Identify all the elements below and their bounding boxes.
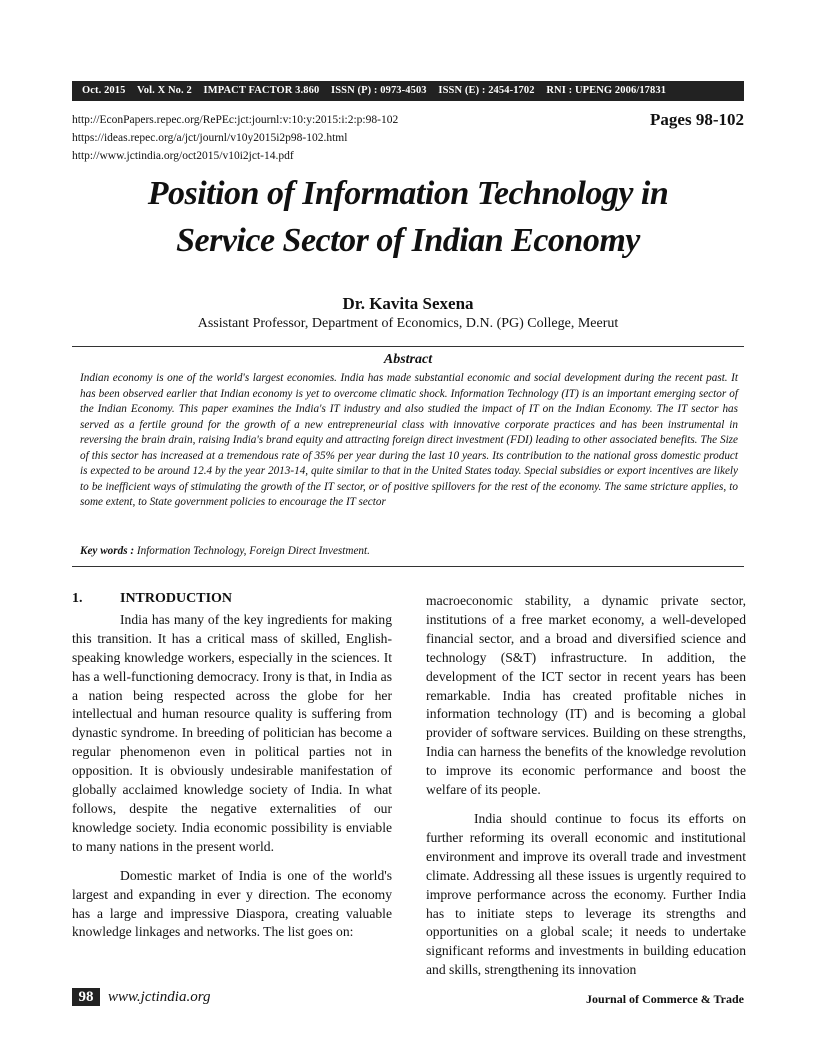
- page-footer: [72, 988, 744, 1006]
- paragraph: macroeconomic stability, a dynamic private sector, institutions of a free market economy, a well-developed financial sector, and a broad and diversified science and technology (S&T) infrastructure. In addition, the development of the ICT sector in recent years has been remarkable. India has created profitable niches in information technology (IT) and is becoming a global provider of software services. Building on these strengths, India can harness the benefits of the knowledge revolution to improve its economic performance and boost the welfare of its people.: [426, 593, 746, 798]
- section-title: INTRODUCTION: [120, 591, 233, 606]
- abstract-top-rule: [72, 346, 744, 347]
- keywords-label: Key words :: [80, 545, 135, 557]
- keywords-text: Information Technology, Foreign Direct Investment.: [136, 545, 370, 557]
- rni-number: RNI : UPENG 2006/17831: [546, 85, 667, 96]
- keywords: [80, 545, 370, 557]
- volume: Vol. X No. 2: [137, 85, 192, 96]
- right-column: [426, 592, 746, 980]
- page-number: 98: [72, 988, 100, 1006]
- journal-name: Journal of Commerce & Trade: [586, 992, 744, 1006]
- paragraph: India should continue to focus its efforts on further reforming its overall economic and institutional environment and improve its overall trade and investment climate. Addressing all these issues is urgently required to improve performance across the economy. Further India has to initiate steps to leverage its strengths and opportunities on a global scale; it needs to undertake significant reforms and investments in building education and skills, strengthening its innovation: [426, 810, 746, 978]
- paragraph: Domestic market of India is one of the world's largest and expanding in ever y direction. The economy has a large and impressive Diaspora, creating valuable knowledge linkages and networks. The list goes on:: [72, 867, 392, 940]
- paragraph: India has many of the key ingredients for making this transition. It has a critical mass of skilled, English-speaking knowledge workers, especially in the sciences. It has a well-functioning democracy. Irony is that, in India as a nation being respected across the globe for her intellectual and human resource quality is suffering from dynastic syndrome. In breeding of politician has become a regular phenomenon even in political parties not in opposition. It is obviously undesirable manifestation of globally acclaimed knowledge society of India. In what follows, despite the negative externalities of our knowledge society. India economic possibility is enviable to many nations in the present world.: [72, 611, 392, 854]
- issn-print: ISSN (P) : 0973-4503: [331, 85, 427, 96]
- title-line: Position of Information Technology in: [147, 175, 669, 212]
- abstract-text: Indian economy is one of the world's largest economies. India has made substantial economic and social development during the recent past. It has been observed earlier that Indian economy is yet to overcome climatic shock. Information Technology (IT) is an important emerging sector of the Indian Economy. This paper examines the India's IT industry and also studied the impact of IT on the Indian Economy. The IT sector has served as a fertile ground for the growth of a new entrepreneurial class with innovative corporate practices and has been instrumental in reversing the brain drain, raising India's brand equity and attracting foreign direct investment (FDI) leading to other associated benefits. The Size of this sector has increased at a tremendous rate of 35% per year during the last 10 years. Its contribution to the national gross domestic product is expected to be around 12.4 by the year 2013-14, quite similar to that in the United States today. Special subsidies or export incentives are likely to be inefficient ways of stimulating the growth of the IT sector, or of positive spillovers for the rest of the economy. The same stricture applies, to some extent, to State government policies to encourage the IT sector: [80, 372, 738, 508]
- issue-date: Oct. 2015: [82, 85, 126, 96]
- paper-title: [0, 170, 816, 264]
- abstract-heading: Abstract: [383, 352, 433, 367]
- url-list: [72, 111, 398, 165]
- issn-electronic: ISSN (E) : 2454-1702: [438, 85, 535, 96]
- impact-factor: IMPACT FACTOR 3.860: [203, 85, 320, 96]
- section-heading: [72, 590, 392, 609]
- left-column: [72, 590, 392, 942]
- url-link[interactable]: https://ideas.repec.org/a/jct/journl/v10y2015i2p98-102.html: [72, 132, 348, 144]
- section-number: 1.: [72, 591, 83, 606]
- website-link[interactable]: www.jctindia.org: [108, 989, 211, 1005]
- page-range: Pages 98-102: [650, 110, 744, 129]
- abstract-bottom-rule: [72, 566, 744, 567]
- author-affiliation: Assistant Professor, Department of Economics, D.N. (PG) College, Meerut: [197, 316, 619, 331]
- url-link[interactable]: http://EconPapers.repec.org/RePEc:jct:journl:v:10:y:2015:i:2:p:98-102: [72, 114, 399, 126]
- author-name: Dr. Kavita Sexena: [342, 294, 474, 313]
- url-link[interactable]: http://www.jctindia.org/oct2015/v10i2jct-14.pdf: [72, 150, 294, 162]
- journal-header-bar: [72, 81, 744, 101]
- title-line: Service Sector of Indian Economy: [176, 222, 640, 259]
